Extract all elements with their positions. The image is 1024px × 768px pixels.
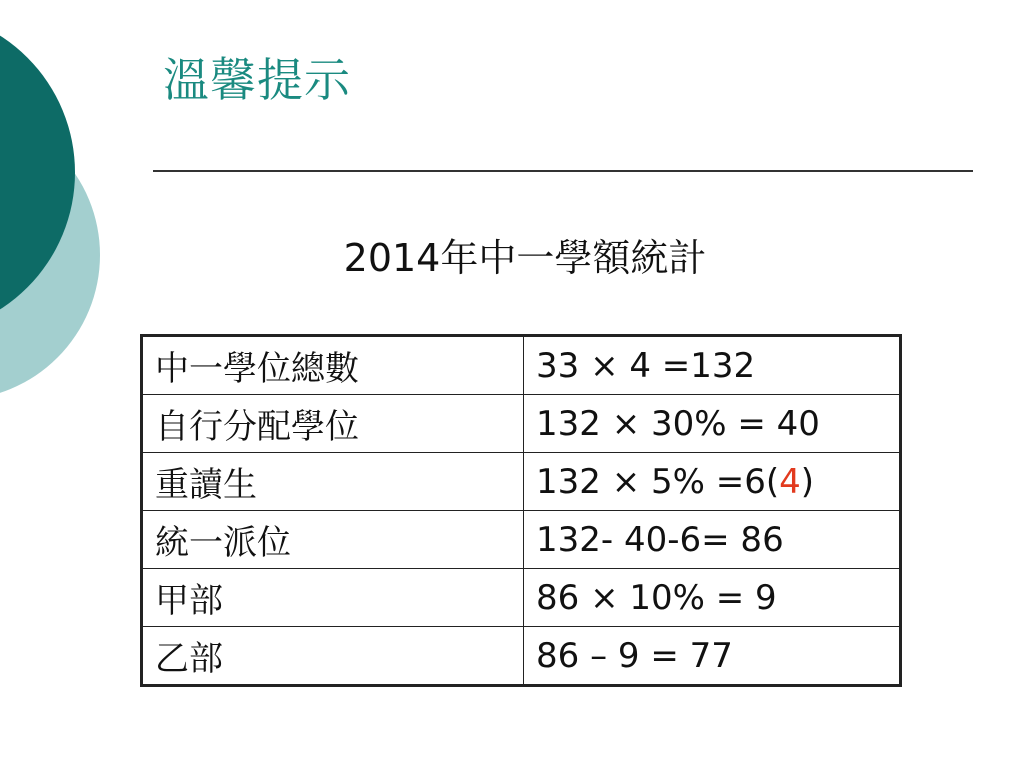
row-label: 乙部: [142, 627, 524, 686]
enrollment-table: [140, 334, 902, 687]
row-value: [524, 453, 901, 511]
table-row: [142, 569, 901, 627]
table-row: [142, 453, 901, 511]
table-row: [142, 627, 901, 686]
slide-title: 溫馨提示: [163, 53, 351, 107]
row-label: 中一學位總數: [142, 336, 524, 395]
row-value: 33 × 4 =132: [524, 336, 901, 395]
table-row: [142, 511, 901, 569]
title-divider: [153, 170, 973, 172]
row-label: 甲部: [142, 569, 524, 627]
value-text: 132 × 5% =6(: [536, 461, 780, 502]
highlight-value: 4: [779, 461, 801, 502]
row-value: 86 – 9 = 77: [524, 627, 901, 686]
value-text: ): [800, 461, 815, 502]
table-heading: 2014年中一學額統計: [343, 236, 707, 280]
row-label: 自行分配學位: [142, 395, 524, 453]
row-label: 重讀生: [142, 453, 524, 511]
row-label: 統一派位: [142, 511, 524, 569]
table-row: [142, 336, 901, 395]
row-value: 132 × 30% = 40: [524, 395, 901, 453]
row-value: 132- 40-6= 86: [524, 511, 901, 569]
table-row: [142, 395, 901, 453]
row-value: 86 × 10% = 9: [524, 569, 901, 627]
